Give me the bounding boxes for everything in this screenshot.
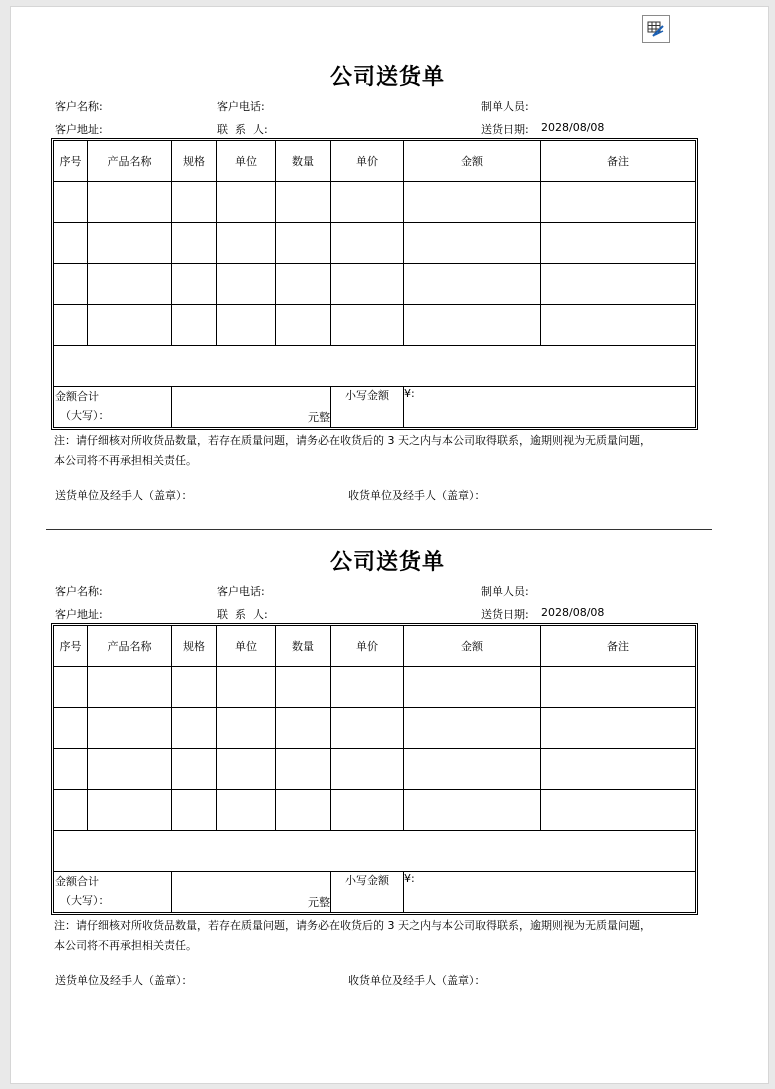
table-cell[interactable] (217, 305, 276, 346)
table-cell[interactable] (217, 790, 276, 831)
goods-table (53, 625, 696, 913)
table-cell[interactable] (54, 667, 88, 708)
table-cell[interactable] (172, 305, 217, 346)
header-unit: 单位 (217, 141, 276, 182)
table-cell[interactable] (88, 264, 172, 305)
form-title: 公司送货单 (329, 550, 445, 575)
header-product-name: 产品名称 (88, 141, 172, 182)
table-cell[interactable] (541, 223, 696, 264)
small-amount-value[interactable]: ¥: (404, 872, 696, 913)
table-row (54, 708, 696, 749)
yuan-suffix: 元整 (308, 896, 330, 909)
small-amount-label: 小写金额 (331, 387, 404, 428)
table-cell[interactable] (88, 790, 172, 831)
maker-label: 制单人员: (481, 585, 529, 598)
delivery-date-label: 送货日期: (481, 608, 529, 621)
customer-phone-label: 客户电话: (217, 100, 265, 113)
total-label: 金额合计 (55, 875, 99, 888)
table-cell[interactable] (541, 667, 696, 708)
total-uppercase-label: （大写）： (60, 894, 110, 907)
maker-label: 制单人员: (481, 100, 529, 113)
table-cell[interactable] (541, 264, 696, 305)
customer-address-label: 客户地址: (55, 123, 103, 136)
table-cell[interactable] (331, 182, 404, 223)
table-cell[interactable] (172, 667, 217, 708)
table-cell[interactable] (172, 223, 217, 264)
table-cell[interactable] (54, 749, 88, 790)
table-row (54, 790, 696, 831)
table-cell[interactable] (217, 264, 276, 305)
header-amount: 金额 (404, 626, 541, 667)
table-cell[interactable] (331, 790, 404, 831)
total-label: 金额合计 (55, 390, 99, 403)
delivery-date-value: 2028/08/08 (541, 606, 605, 619)
goods-table (53, 140, 696, 428)
table-cell[interactable] (331, 667, 404, 708)
customer-name-label: 客户名称: (55, 100, 103, 113)
table-cell[interactable] (541, 749, 696, 790)
table-row (54, 667, 696, 708)
table-header-row (54, 141, 696, 182)
contact-label: 联 系 人: (217, 123, 268, 136)
note-line-2: 本公司将不再承担相关责任。 (54, 454, 197, 467)
table-cell[interactable] (404, 708, 541, 749)
table-cell[interactable] (404, 749, 541, 790)
table-cell[interactable] (54, 182, 88, 223)
table-cell[interactable] (276, 708, 331, 749)
note-line-1: 注：请仔细核对所收货品数量，若存在质量问题，请务必在收货后的 3 天之内与本公司取得联系，逾期则视为无质量问题， (54, 919, 651, 932)
header-quantity: 数量 (276, 141, 331, 182)
table-cell[interactable] (331, 305, 404, 346)
table-cell[interactable] (541, 182, 696, 223)
table-cell[interactable] (331, 749, 404, 790)
sender-signature-label: 送货单位及经手人（盖章）： (55, 489, 193, 502)
table-cell[interactable] (54, 305, 88, 346)
table-cell[interactable] (541, 305, 696, 346)
blank-cell[interactable] (54, 831, 696, 872)
header-spec: 规格 (172, 626, 217, 667)
header-index: 序号 (54, 141, 88, 182)
total-uppercase-label: （大写）： (60, 409, 110, 422)
table-cell[interactable] (217, 749, 276, 790)
cut-line (46, 529, 712, 530)
table-row (54, 223, 696, 264)
total-row (54, 872, 696, 913)
customer-phone-label: 客户电话: (217, 585, 265, 598)
form-title: 公司送货单 (329, 65, 445, 90)
header-unit: 单位 (217, 626, 276, 667)
blank-row (54, 831, 696, 872)
customer-name-label: 客户名称: (55, 585, 103, 598)
table-cell[interactable] (276, 223, 331, 264)
sender-signature-label: 送货单位及经手人（盖章）： (55, 974, 193, 987)
table-cell[interactable] (54, 223, 88, 264)
table-icon (647, 20, 665, 38)
table-cell[interactable] (331, 708, 404, 749)
table-row (54, 749, 696, 790)
table-cell[interactable] (88, 667, 172, 708)
note-line-2: 本公司将不再承担相关责任。 (54, 939, 197, 952)
header-product-name: 产品名称 (88, 626, 172, 667)
table-cell[interactable] (172, 708, 217, 749)
table-cell[interactable] (88, 708, 172, 749)
receiver-signature-label: 收货单位及经手人（盖章）： (348, 974, 486, 987)
header-amount: 金额 (404, 141, 541, 182)
table-header-row (54, 626, 696, 667)
table-cell[interactable] (88, 182, 172, 223)
table-cell[interactable] (276, 305, 331, 346)
header-remarks: 备注 (541, 141, 696, 182)
contact-label: 联 系 人: (217, 608, 268, 621)
table-cell[interactable] (172, 749, 217, 790)
table-cell[interactable] (172, 790, 217, 831)
table-cell[interactable] (331, 264, 404, 305)
table-cell[interactable] (276, 749, 331, 790)
header-index: 序号 (54, 626, 88, 667)
delivery-date-value: 2028/08/08 (541, 121, 605, 134)
table-cell[interactable] (217, 223, 276, 264)
note-line-1: 注：请仔细核对所收货品数量，若存在质量问题，请务必在收货后的 3 天之内与本公司取得联系，逾期则视为无质量问题， (54, 434, 651, 447)
table-cell[interactable] (88, 749, 172, 790)
small-amount-label: 小写金额 (331, 872, 404, 913)
table-cell[interactable] (217, 708, 276, 749)
table-cell[interactable] (404, 667, 541, 708)
table-cell[interactable] (88, 305, 172, 346)
table-cell[interactable] (217, 667, 276, 708)
table-row (54, 182, 696, 223)
yuan-suffix: 元整 (308, 411, 330, 424)
table-row (54, 305, 696, 346)
table-row (54, 264, 696, 305)
blank-row (54, 346, 696, 387)
header-remarks: 备注 (541, 626, 696, 667)
table-cell[interactable] (276, 667, 331, 708)
table-cell[interactable] (404, 182, 541, 223)
delivery-date-label: 送货日期: (481, 123, 529, 136)
blank-cell[interactable] (54, 346, 696, 387)
total-uppercase-cell[interactable] (172, 387, 331, 428)
table-cell[interactable] (276, 264, 331, 305)
table-cell[interactable] (331, 223, 404, 264)
table-cell[interactable] (54, 264, 88, 305)
table-cell[interactable] (54, 708, 88, 749)
table-cell[interactable] (404, 264, 541, 305)
table-cell[interactable] (172, 264, 217, 305)
small-amount-value[interactable]: ¥: (404, 387, 696, 428)
table-cell[interactable] (54, 790, 88, 831)
table-cell[interactable] (404, 305, 541, 346)
table-cell[interactable] (541, 790, 696, 831)
total-label-cell (54, 387, 172, 428)
table-cell[interactable] (172, 182, 217, 223)
header-unit-price: 单价 (331, 626, 404, 667)
receiver-signature-label: 收货单位及经手人（盖章）： (348, 489, 486, 502)
table-cell[interactable] (217, 182, 276, 223)
total-label-cell (54, 872, 172, 913)
table-cell[interactable] (276, 182, 331, 223)
table-cell[interactable] (276, 790, 331, 831)
table-cell[interactable] (404, 790, 541, 831)
header-quantity: 数量 (276, 626, 331, 667)
table-cell[interactable] (541, 708, 696, 749)
table-cell[interactable] (404, 223, 541, 264)
total-row (54, 387, 696, 428)
customer-address-label: 客户地址: (55, 608, 103, 621)
total-uppercase-cell[interactable] (172, 872, 331, 913)
table-cell[interactable] (88, 223, 172, 264)
header-unit-price: 单价 (331, 141, 404, 182)
table-options-button[interactable] (642, 15, 670, 43)
header-spec: 规格 (172, 141, 217, 182)
